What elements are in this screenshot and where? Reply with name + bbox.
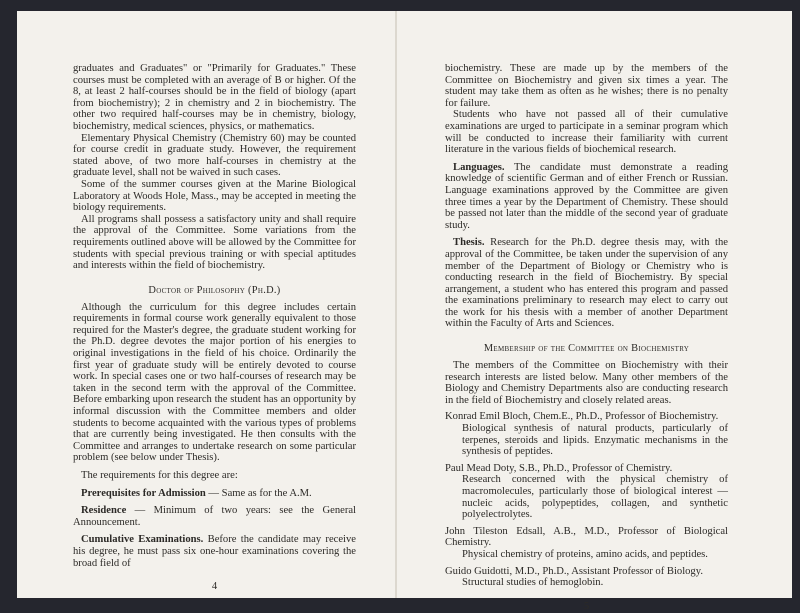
- left-page: [73, 63, 356, 593]
- requirement-text: — Same as for the A.M.: [205, 487, 312, 499]
- paragraph: biochemistry. These are made up by the members of the Committee on Biochemistry and given six times a year. The student may take them as often as he wishes; there is no penalty for failure.: [445, 63, 728, 109]
- member-interests: Physical chemistry of proteins, amino acids, and peptides.: [462, 548, 708, 560]
- requirement-prerequisites: [73, 488, 356, 500]
- languages-term: Languages.: [453, 161, 505, 173]
- right-page-content: [445, 63, 728, 589]
- requirement-term: Cumulative Examinations.: [81, 534, 204, 546]
- member-name: John Tileston Edsall, A.B., M.D., Professor of Biological Chemistry.: [445, 525, 728, 549]
- paragraph: Some of the summer courses given at the Marine Biological Laboratory at Woods Hole, Mass., may be accepted in meeting the biology requirements.: [73, 178, 356, 214]
- page-gutter: [395, 11, 397, 598]
- member-entry: [445, 411, 728, 457]
- member-name: Paul Mead Doty, S.B., Ph.D., Professor of Chemistry.: [445, 462, 673, 474]
- right-page: [445, 63, 728, 613]
- requirement-cumulative-exams: [73, 534, 356, 569]
- page-number-right: 5: [583, 600, 590, 612]
- paragraph: Elementary Physical Chemistry (Chemistry 60) may be counted for course credit in graduate study. However, the requirement stated above, of two more half-courses in chemistry at the graduate level, shall not be waived in such cases.: [73, 132, 356, 179]
- member-entry: [445, 566, 728, 589]
- languages-text: The candidate must demonstrate a reading knowledge of scientific German and of either French or Russian. Language examinations approved by the Committee are given three times a year by the Department of Chemistry. These should be passed not later than the middle of the second year of graduate study.: [445, 161, 728, 231]
- page-number-left: 4: [211, 581, 218, 593]
- requirement-text: — Minimum of two years: see the General Announcement.: [73, 505, 356, 528]
- requirement-residence: [73, 505, 356, 528]
- member-entry: [445, 526, 728, 561]
- thesis-paragraph: [445, 237, 728, 330]
- requirements-intro: The requirements for this degree are:: [81, 470, 238, 481]
- requirement-term: Residence: [81, 505, 127, 517]
- section-heading-membership: Membership of the Committee on Biochemistry: [483, 343, 690, 355]
- member-entry: [445, 463, 728, 521]
- paragraph: Although the curriculum for this degree includes certain requirements in formal course work generally equivalent to those required for the Master's degree, the graduate student working for the Ph.D. degree devotes the major portion of his energies to original investigations in the field of his choice. Ordinarily the first year of graduate study will be entirely devoted to course work. In special cases one or two half-courses of research may be taken in the second term with the approval of the Committee. Before embarking upon research the student has an opportunity by informal discussion with the Committee members and older students to become acquainted with the various types of problems that are currently being investigated. He then consults with the Committee and arranges to undertake research on some particular problem (see below under Thesis).: [73, 301, 356, 464]
- thesis-text: Research for the Ph.D. degree thesis may, with the approval of the Committee, be taken under the supervision of any member of the Department of Biology or Chemistry who is conducting research in the field of Biochemistry. By special arrangement, a student who has entered this program and passed the examinations preliminary to research may elect to carry out the work for his thesis with a member of another Department within the Faculty of Arts and Sciences.: [445, 237, 728, 330]
- member-interests: Structural studies of hemoglobin.: [462, 577, 604, 589]
- member-name: Guido Guidotti, M.D., Ph.D., Assistant Professor of Biology.: [445, 565, 703, 577]
- paragraph: The members of the Committee on Biochemistry with their research interests are listed below. Many other members of the Biology and Chemistry Departments also are conducting research in the field of Biochemistry and closely related areas.: [445, 360, 728, 406]
- paragraph: graduates and Graduates" or "Primarily for Graduates." These courses must be completed with an average of B or higher. Of the 8, at least 2 half-courses should be in the field of biology (apart from biochemistry); 2 in chemistry and 2 in biochemistry. The other two required half-courses may be in chemistry, biology, biochemistry, medical sciences, physics, or mathematics.: [73, 63, 356, 132]
- requirement-term: Prerequisites for Admission: [81, 487, 206, 499]
- book-spread: [17, 11, 792, 612]
- section-heading-phd: Doctor of Philosophy (Ph.D.): [148, 284, 281, 296]
- member-name: Konrad Emil Bloch, Chem.E., Ph.D., Professor of Biochemistry.: [445, 411, 719, 423]
- languages-paragraph: [445, 162, 728, 232]
- left-page-content: [73, 63, 356, 569]
- thesis-term: Thesis.: [453, 237, 485, 249]
- paragraph: Students who have not passed all of their cumulative examinations are urged to participate in a seminar program which will be conducted to increase their familiarity with current literature in the various fields of biochemical research.: [445, 109, 728, 156]
- member-interests: Biological synthesis of natural products, particularly of terpenes, steroids and lipids. Enzymatic mechanisms in the synthesis of peptides.: [462, 423, 728, 458]
- member-interests: Research concerned with the physical chemistry of macromolecules, particularly those of biological interest — nucleic acids, polypeptides, collagen, and synthetic polyelectrolytes.: [462, 474, 728, 521]
- requirement-text: Before the candidate may receive his degree, he must pass six one-hour examinations covering the broad field of: [73, 534, 356, 569]
- paragraph: All programs shall possess a satisfactory unity and shall require the approval of the Committee. Some variations from the requirements outlined above will be allowed by the Committee for students with special previous training or with special aptitudes and interests within the field of biochemistry.: [73, 213, 356, 272]
